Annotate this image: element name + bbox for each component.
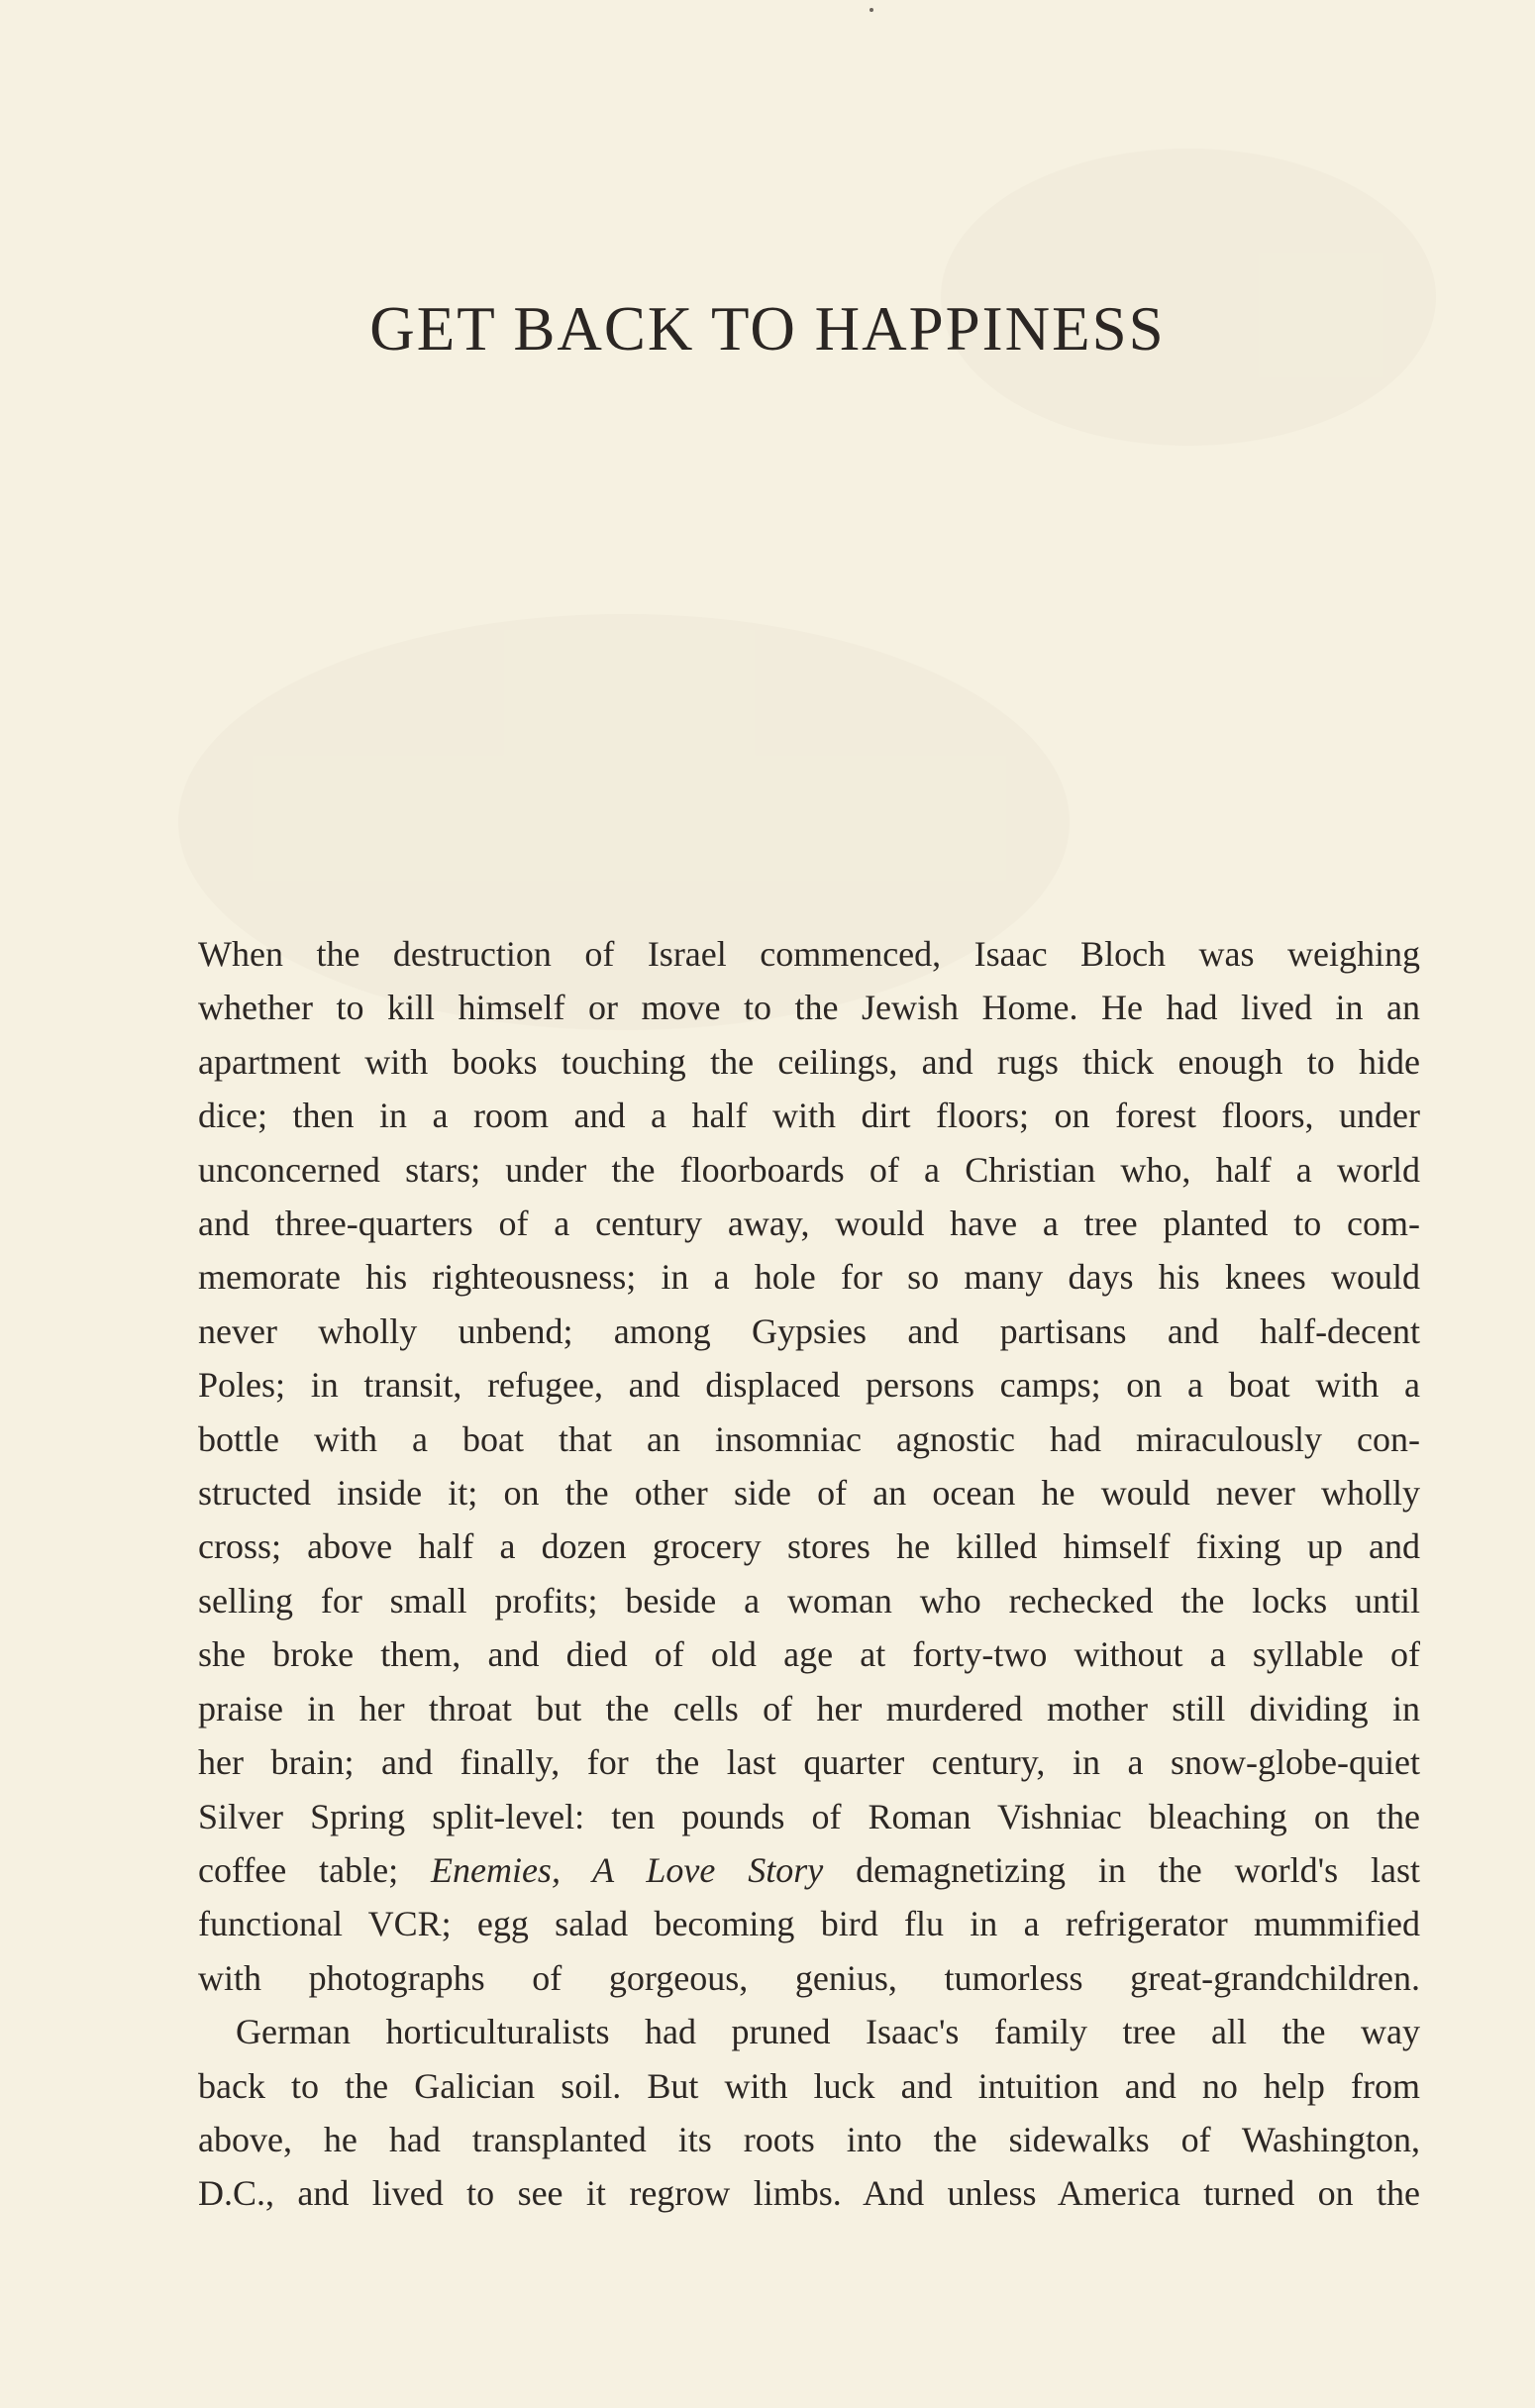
- text-line: functional VCR; egg salad becoming bird flu in a refrigerator mummified: [198, 1904, 1420, 1944]
- text-line: and three-quarters of a century away, would have a tree planted to com-: [198, 1204, 1420, 1244]
- text-line: selling for small profits; beside a woman who rechecked the locks until: [198, 1580, 1420, 1621]
- paragraph-1: [198, 927, 1420, 2005]
- text-line: German horticulturalists had pruned Isaac's family tree all the way: [236, 2012, 1420, 2052]
- text-line: apartment with books touching the ceilings, and rugs thick enough to hide: [198, 1041, 1420, 1082]
- print-speck: [870, 8, 873, 12]
- text-line: Silver Spring split-level: ten pounds of Roman Vishniac bleaching on the: [198, 1796, 1420, 1836]
- chapter-title: GET BACK TO HAPPINESS: [369, 294, 1166, 364]
- text-line: memorate his righteousness; in a hole for so many days his knees would: [198, 1257, 1420, 1298]
- paragraph-2: [198, 2005, 1420, 2221]
- text-line: Poles; in transit, refugee, and displaced persons camps; on a boat with a: [198, 1365, 1420, 1406]
- text-line: her brain; and finally, for the last quarter century, in a snow-globe-quiet: [198, 1742, 1420, 1783]
- book-title-italic: Enemies, A Love Story: [430, 1849, 824, 1890]
- text-line: praise in her throat but the cells of her murdered mother still dividing in: [198, 1688, 1420, 1728]
- text-line: never wholly unbend; among Gypsies and partisans and half-decent: [198, 1310, 1420, 1351]
- text-line: she broke them, and died of old age at forty-two without a syllable of: [198, 1634, 1420, 1675]
- text-fragment: demagnetizing in the world's last: [823, 1849, 1420, 1890]
- text-line: cross; above half a dozen grocery stores he killed himself fixing up and: [198, 1526, 1420, 1567]
- text-line: D.C., and lived to see it regrow limbs. And unless America turned on the: [198, 2173, 1420, 2214]
- text-line-with-title: [198, 1843, 1420, 1897]
- text-line: When the destruction of Israel commenced, Isaac Bloch was weighing: [198, 934, 1420, 974]
- text-line: back to the Galician soil. But with luck and intuition and no help from: [198, 2065, 1420, 2106]
- text-line: above, he had transplanted its roots into the sidewalks of Washington,: [198, 2119, 1420, 2159]
- body-text: [198, 927, 1420, 2221]
- text-line: dice; then in a room and a half with dirt floors; on forest floors, under: [198, 1096, 1420, 1136]
- text-line: whether to kill himself or move to the Jewish Home. He had lived in an: [198, 988, 1420, 1028]
- text-line: structed inside it; on the other side of an ocean he would never wholly: [198, 1473, 1420, 1514]
- text-fragment: coffee table;: [198, 1849, 431, 1890]
- text-line: unconcerned stars; under the floorboards of a Christian who, half a world: [198, 1149, 1420, 1190]
- text-line: bottle with a boat that an insomniac agnostic had miraculously con-: [198, 1418, 1420, 1459]
- text-line: with photographs of gorgeous, genius, tumorless great-grandchildren.: [198, 1957, 1420, 1998]
